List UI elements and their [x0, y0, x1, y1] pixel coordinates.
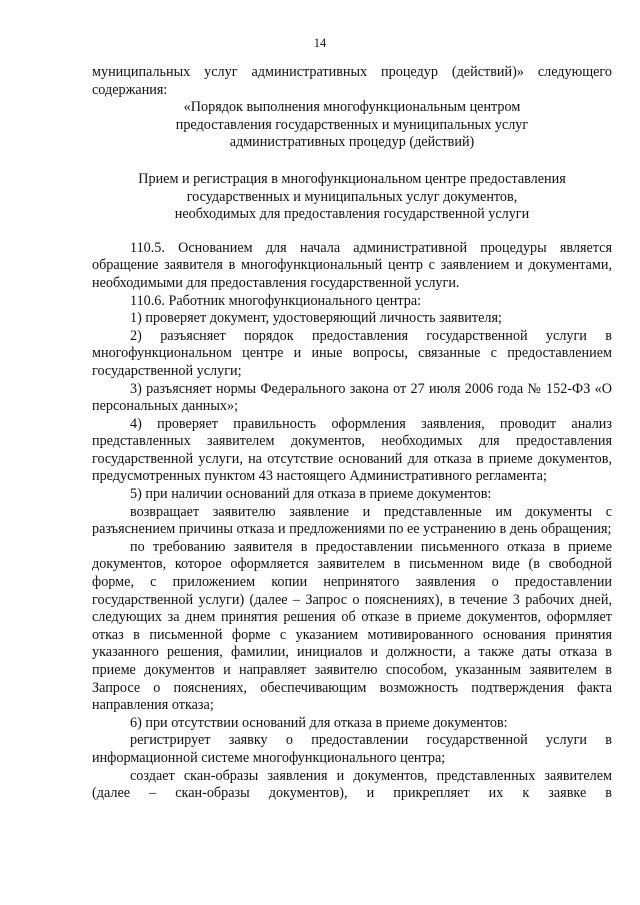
list-item: регистрирует заявку о предоставлении государственной услуги в информационной системе многофункционального центра; — [92, 732, 612, 766]
intro-paragraph: муниципальных услуг административных процедур (действий)» следующего содержания: — [92, 64, 612, 98]
list-item: 5) при наличии оснований для отказа в приеме документов: — [130, 486, 492, 503]
quote-title-line: предоставления государственных и муниципальных услуг — [175, 116, 529, 133]
list-item: 6) при отсутствии оснований для отказа в приеме документов: — [130, 714, 508, 731]
page-number: 14 — [313, 36, 327, 50]
quote-title — [92, 99, 612, 152]
section-heading-line: необходимых для предоставления государственной услуги — [174, 206, 530, 223]
section-heading-line: Прием и регистрация в многофункциональном центре предоставления — [138, 170, 566, 187]
list-item: 3) разъясняет нормы Федерального закона от 27 июля 2006 года № 152-ФЗ «О персональных данных»; — [92, 380, 612, 415]
paragraph-110-5: 110.5. Основанием для начала административной процедуры является обращение заявителя в многофункциональный центр с заявлением и документами, необходимыми для предоставления государственной услуги. — [92, 239, 612, 291]
list-item: 2) разъясняет порядок предоставления государственной услуги в многофункциональном центре и иные вопросы, связанные с предоставлением государственной услуги; — [92, 327, 612, 379]
document-body — [92, 64, 612, 803]
list-item: 1) проверяет документ, удостоверяющий личность заявителя; — [130, 310, 502, 327]
quote-title-line: «Порядок выполнения многофункциональным центром — [183, 99, 521, 116]
section-heading-line: государственных и муниципальных услуг документов, — [186, 188, 518, 205]
list-item: создает скан-образы заявления и документов, представленных заявителем (далее – скан-образы документов), и прикрепляет их к заявке в — [92, 767, 612, 802]
paragraph-110-6: 110.6. Работник многофункционального центра: — [130, 292, 422, 309]
list-item: по требованию заявителя в предоставлении письменного отказа в приеме документов, которое оформляется заявителем в письменном виде (в свободной форме, с приложением копии непринятого заявления о предоставлении государственной услуги) (далее – Запрос о пояснениях), в течение 3 рабочих дней, следующих за днем принятия решения об отказе в приеме документов, оформляет отказ в письменной форме с указанием мотивированного основания принятия указанного решения, фамилии, инициалов и должности, а также даты отказа в приеме документов и направляет заявителю способом, указанным заявителем в Запросе о пояснениях, обеспечивающим возможность подтверждения факта направления отказа; — [92, 538, 612, 714]
section-heading — [92, 171, 612, 224]
quote-title-line: административных процедур (действий) — [229, 134, 475, 151]
list-item: возвращает заявителю заявление и представленные им документы с разъяснением причины отказа и предложениями по ее устранению в день обращения; — [92, 503, 612, 538]
list-item: 4) проверяет правильность оформления заявления, проводит анализ представленных заявителем документов, необходимых для предоставления государственной услуги, на отсутствие оснований для отказа в приеме документов, предусмотренных пунктом 43 настоящего Административного регламента; — [92, 415, 612, 485]
